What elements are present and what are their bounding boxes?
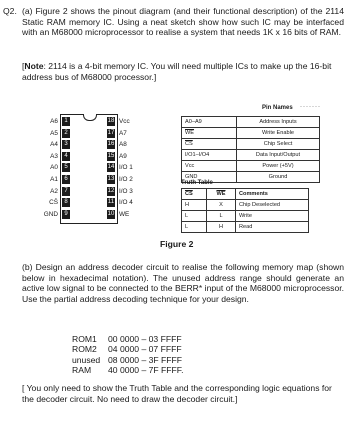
pin-names-dots: ······· (300, 104, 321, 110)
left-pin (20, 117, 70, 126)
pin-name-cell: $\overline{CS}$ (182, 139, 237, 150)
left-pin (20, 163, 70, 172)
memory-map-row (72, 355, 183, 365)
pin-name-cell: GND (182, 172, 237, 183)
figure-caption: Figure 2 (160, 239, 194, 249)
pin-number: 1 (62, 117, 70, 126)
truth-cell: Chip Deselected (236, 200, 309, 211)
memory-region-range: 00 0000 – 03 FFFF (108, 334, 182, 344)
truth-row (182, 222, 309, 233)
pin-desc-cell: Data Input/Output (237, 150, 320, 161)
pin-name-cell: Vcc (182, 161, 237, 172)
left-pin (20, 187, 70, 196)
pin-name-row (182, 117, 320, 128)
pin-label: A8 (119, 141, 127, 149)
pin-number: 3 (62, 140, 70, 149)
footer-text: [ You only need to show the Truth Table and the corresponding logic equations for the decoder circuit. No need to draw the decoder circuit.] (22, 383, 332, 404)
left-pin (20, 210, 70, 219)
pin-number: 17 (107, 129, 115, 136)
pin-number: 13 (107, 176, 115, 182)
memory-map (72, 334, 183, 376)
right-pin (107, 175, 167, 184)
right-pin (107, 129, 167, 138)
pin-label: A5 (50, 129, 58, 137)
truth-cell: L (182, 222, 207, 233)
memory-region-name: unused (72, 354, 101, 365)
pin-label: I/O 4 (119, 199, 133, 207)
pin-name-row (182, 139, 320, 150)
truth-header-cell: $\overline{CS}$ (182, 189, 207, 200)
left-pin (20, 198, 70, 207)
left-pin (20, 152, 70, 161)
part-a-text: (a) Figure 2 shows the pinout diagram (and their functional description) of the 2114 Static RAM memory IC. Using a neat sketch show how such IC may be interfaced with an M68000 microprocessor to realise a system that needs 1K x 16 bits of RAM. (22, 6, 344, 38)
pin-number: 16 (107, 141, 115, 148)
truth-cell: Read (236, 222, 309, 233)
pin-label: A4 (50, 141, 58, 149)
memory-region-name: RAM (72, 365, 92, 376)
pin-label: A3 (50, 152, 58, 160)
pin-number: 18 (107, 118, 115, 124)
pin-number: 5 (62, 163, 70, 172)
truth-cell: L (207, 211, 236, 222)
truth-cell: H (207, 222, 236, 233)
right-pin (107, 152, 167, 161)
pin-desc-cell: Chip Select (237, 139, 320, 150)
truth-table (181, 188, 309, 233)
truth-row (182, 211, 309, 222)
right-pin (107, 117, 167, 126)
truth-cell: X (207, 200, 236, 211)
pin-name-cell: A0–A9 (182, 117, 237, 128)
pin-label: A9 (119, 152, 127, 160)
truth-cell: H (182, 200, 207, 211)
pin-number: 12 (107, 187, 115, 194)
pin-desc-cell: Power (+5V) (237, 161, 320, 172)
memory-map-row (72, 344, 183, 354)
pin-label: I/O 3 (119, 187, 133, 195)
pin-number: 8 (62, 198, 70, 207)
pin-number: 2 (62, 129, 70, 138)
memory-region-range: 40 0000 – 7F FFFF. (108, 365, 184, 376)
note-text: : 2114 is a 4-bit memory IC. You will need multiple ICs to make up the 16-bit address bus of M68000 processor.] (22, 61, 332, 82)
pin-label: A0 (50, 164, 58, 172)
pin-name-cell: I/O1–I/O4 (182, 150, 237, 161)
pin-desc-cell: Address Inputs (237, 117, 320, 128)
truth-table-heading: Truth Table (181, 180, 213, 186)
right-pin (107, 198, 167, 207)
pin-desc-cell: Write Enable (237, 128, 320, 139)
left-pin (20, 175, 70, 184)
pin-name-row (182, 128, 320, 139)
truth-cell: L (182, 211, 207, 222)
pin-label: CS̄ (49, 199, 58, 207)
pin-label: A2 (50, 187, 58, 195)
pin-label: I/O 2 (119, 176, 133, 183)
pin-number: 6 (62, 175, 70, 184)
pin-number: 11 (107, 199, 115, 206)
right-pin (107, 163, 167, 172)
note (22, 61, 344, 82)
pin-name-cell: $\overline{WE}$ (182, 128, 237, 139)
right-pin (107, 210, 167, 219)
truth-header-cell: Comments (236, 189, 309, 200)
pin-label: A6 (50, 118, 58, 125)
pin-number: 4 (62, 152, 70, 161)
pin-number: 9 (62, 210, 70, 219)
pin-names-table (181, 116, 320, 183)
memory-map-row (72, 334, 183, 344)
left-pin (20, 140, 70, 149)
truth-header-row (182, 189, 309, 200)
truth-row (182, 200, 309, 211)
right-pin (107, 187, 167, 196)
memory-region-name: ROM1 (72, 334, 97, 344)
part-b-text: (b) Design an address decoder circuit to realise the following memory map (shown below in hexadecimal notation). The unused address range should generate an active low signal to be connected to the BERR* input of the M68000 microprocessor. Use the partial address decoding technique for your design. (22, 262, 344, 304)
left-pin (20, 129, 70, 138)
pin-number: 15 (107, 152, 115, 159)
pin-name-row (182, 161, 320, 172)
pin-label: A1 (50, 176, 58, 183)
memory-region-name: ROM2 (72, 344, 97, 355)
pin-names-heading: Pin Names (262, 105, 293, 111)
pin-label: I/O 1 (119, 164, 133, 172)
pin-name-row (182, 150, 320, 161)
note-open: [ (22, 61, 25, 71)
memory-region-range: 08 0000 – 3F FFFF (108, 354, 183, 365)
right-pin (107, 140, 167, 149)
pin-number: 10 (107, 210, 115, 217)
memory-map-row (72, 365, 183, 375)
pin-label: GND (43, 210, 58, 218)
question-number: Q2. (3, 6, 17, 16)
pin-label: Vcc (119, 118, 130, 125)
pin-desc-cell: Ground (237, 172, 320, 183)
pin-label: A7 (119, 129, 127, 137)
chip-notch (83, 114, 97, 121)
pin-number: 7 (62, 187, 70, 196)
note-label: Note (24, 61, 44, 71)
pin-label: WE (119, 210, 130, 218)
truth-header-cell: $\overline{WE}$ (207, 189, 236, 200)
pin-number: 14 (107, 164, 115, 171)
memory-region-range: 04 0000 – 07 FFFF (108, 344, 182, 355)
truth-cell: Write (236, 211, 309, 222)
